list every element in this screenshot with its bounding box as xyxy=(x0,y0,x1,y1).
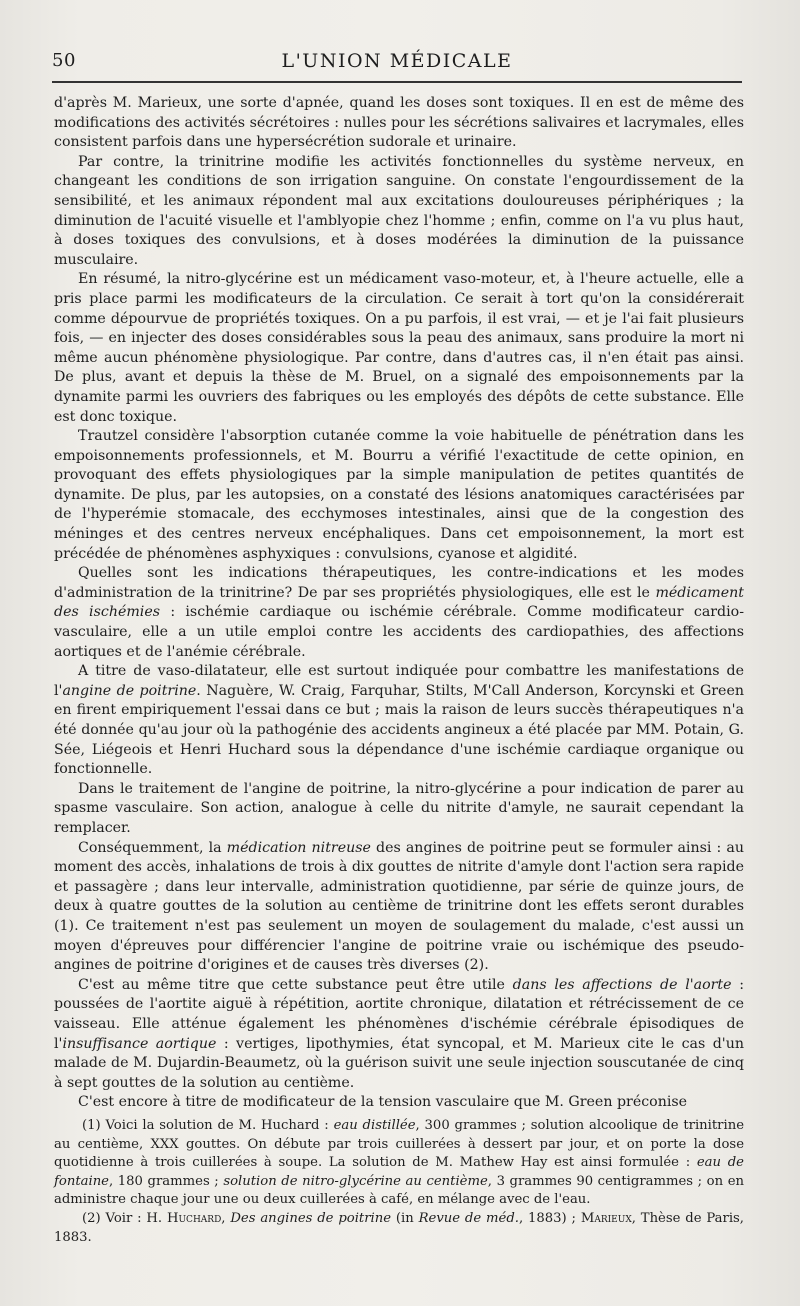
text-run: . Naguère, W. Craig, Farquhar, Stilts, M'Call Anderson, Korcynski et Green en firent empiriquement l'essai dans ce but ; mais la raison de leurs succès thérapeutiques n'a été donnée qu'au jour où la pathogénie des accidents angineux a été placée par MM. Potain, G. Sée, Liégeois et Henri Huchard sous la dépendance d'une ischémie cardiaque organique ou fonctionnelle. xyxy=(54,682,744,778)
italic-run: Des angines de poitrine xyxy=(230,1210,392,1226)
text-run: d'après M. Marieux, une sorte d'apnée, quand les doses sont toxiques. Il en est de même des modifications des activités sécrétoires : nulles pour les sécrétions salivaires et lacrymales, elles consistent parfois dans une hypersécrétion sudorale et urinaire. xyxy=(54,95,744,151)
italic-run: médicament des ischémies xyxy=(54,584,744,621)
text-run: , 3 grammes 90 centigrammes ; on en administre chaque jour une ou deux cuillerées à café, en mélange avec de l'eau. xyxy=(54,1173,744,1208)
paragraph xyxy=(54,1093,744,1113)
italic-run: eau de fontaine xyxy=(54,1155,744,1189)
paragraph xyxy=(54,94,744,153)
text-run: : ischémie cardiaque ou ischémie cérébrale. Comme modificateur cardio-vasculaire, elle a un utile emploi contre les accidents des cardiopathies, des affections aortiques et de l'anémie cérébrale. xyxy=(54,604,745,660)
footnotes xyxy=(54,1117,744,1247)
italic-run: dans les affections de l'aorte xyxy=(512,976,732,993)
text-run: Trautzel considère l'absorption cutanée comme la voie habituelle de pénétration dans les empoisonnements professionnels, et M. Bourru a vérifié l'exactitude de cette opinion, en provoquant des effets physiologiques par la simple manipulation de petites quantités de dynamite. De plus, par les autopsies, on a constaté des lésions anatomiques caractérisées par de l'hyperémie stomacale, des ecchymoses intestinales, ainsi que de la congestion des méninges et des centres nerveux encéphaliques. Dans cet empoisonnement, la mort est précédée de phénomènes asphyxiques : convulsions, cyanose et algidité. xyxy=(54,428,744,562)
text-run: C'est encore à titre de modificateur de la tension vasculaire que M. Green préconise xyxy=(78,1094,688,1111)
text-run: , 180 grammes ; xyxy=(109,1173,224,1189)
italic-run: médication nitreuse xyxy=(226,839,371,856)
footnote-2 xyxy=(54,1210,744,1247)
text-run: , 1883) ; xyxy=(518,1210,581,1226)
text-run: , 300 grammes ; solution alcoolique de trinitrine au centième, XXX gouttes. On débute par trois cuillerées à dessert par jour, et on porte la dose quotidienne à trois cuillerées à soupe. La solution de M. Mathew Hay est ainsi formulée : xyxy=(54,1118,744,1171)
running-title: L'UNION MÉDICALE xyxy=(281,50,513,72)
italic-run: insuffisance aortique xyxy=(62,1035,217,1052)
small-caps-run: Huchard xyxy=(166,1210,222,1226)
page-header xyxy=(52,50,742,80)
text-run: (1) Voici la solution de M. Huchard : xyxy=(82,1118,334,1133)
paragraph xyxy=(54,839,744,976)
text-run: Conséquemment, la xyxy=(78,839,227,856)
text-run: , Thèse de Paris, 1883. xyxy=(54,1210,744,1245)
paragraph xyxy=(54,564,744,662)
paragraph xyxy=(54,153,744,271)
body-text xyxy=(54,94,744,1113)
paragraph xyxy=(54,662,744,780)
text-run: : poussées de l'aortite aiguë à répétition, aortite chronique, dilatation et rétrécissement de ce vaisseau. Elle atténue également les phénomènes d'ischémie cérébrale épisodiques de l' xyxy=(54,976,744,1052)
paragraph xyxy=(54,427,744,564)
italic-run: solution de nitro-glycérine au centième xyxy=(223,1173,488,1189)
text-run: C'est au même titre que cette substance peut être utile xyxy=(78,976,513,993)
italic-run: Revue de méd. xyxy=(418,1210,519,1226)
paragraph xyxy=(54,976,744,1094)
page-number: 50 xyxy=(52,50,76,71)
text-run: Par contre, la trinitrine modifie les activités fonctionnelles du système nerveux, en changeant les conditions de son irrigation sanguine. On constate l'engourdissement de la sensibilité, et les animaux répondent mal aux excitations douloureuses périphériques ; la diminution de l'acuité visuelle et l'amblyopie chez l'homme ; enfin, comme on l'a vu plus haut, à doses toxiques des convulsions, et à doses modérées la diminution de la puissance musculaire. xyxy=(54,153,744,268)
text-run: En résumé, la nitro-glycérine est un médicament vaso-moteur, et, à l'heure actuelle, elle a pris place parmi les modificateurs de la circulation. Ce serait à tort qu'on la considérerait comme dépourvue de propriétés toxiques. On a pu parfois, il est vrai, — et je l'ai fait plusieurs fois, — en injecter des doses considérables sous la peau des animaux, sans produire la mort ni même aucun phénomène physiologique. Par contre, dans d'autres cas, il n'en était pas ainsi. De plus, avant et depuis la thèse de M. Bruel, on a signalé des empoisonnements par la dynamite parmi les ouvriers des fabriques ou les employés des dépôts de cette substance. Elle est donc toxique. xyxy=(54,271,744,425)
text-run: , xyxy=(221,1210,231,1226)
text-run: Quelles sont les indications thérapeutiques, les contre-indications et les modes d'administration de la trinitrine? De par ses propriétés physiologiques, elle est le xyxy=(54,565,744,601)
text-run: A titre de vaso-dilatateur, elle est surtout indiquée pour combattre les manifestations de l' xyxy=(54,663,744,699)
text-run: des angines de poitrine peut se formuler ainsi : au moment des accès, inhalations de trois à dix gouttes de nitrite d'amyle dont l'action sera rapide et passagère ; dans leur intervalle, administration quotidienne, par série de quinze jours, de deux à quatre gouttes de la solution au centième de trinitrine dont les effets seront durables (1). Ce traitement n'est pas seulement un moyen de soulagement du malade, c'est aussi un moyen d'épreuves pour différencier l'angine de poitrine vraie ou ischémique des pseudo-angines de poitrine d'origines et de causes très diverses (2). xyxy=(54,839,744,974)
paragraph xyxy=(54,270,744,427)
paragraph xyxy=(54,780,744,839)
text-run: : vertiges, lipothymies, état syncopal, et M. Marieux cite le cas d'un malade de M. Dujardin-Beaumetz, où la guérison suivit une seule injection souscutanée de cinq à sept gouttes de la solution au centième. xyxy=(54,1035,744,1091)
small-caps-run: Marieux xyxy=(580,1210,632,1226)
header-rule xyxy=(52,81,742,83)
italic-run: angine de poitrine xyxy=(62,682,197,699)
text-run: (in xyxy=(391,1210,419,1226)
italic-run: eau distillée xyxy=(333,1118,416,1133)
text-run: Dans le traitement de l'angine de poitrine, la nitro-glycérine a pour indication de parer au spasme vasculaire. Son action, analogue à celle du nitrite d'amyle, ne saurait cependant la remplacer. xyxy=(54,780,744,836)
footnote-1 xyxy=(54,1117,744,1210)
text-run: (2) Voir : H. xyxy=(82,1210,167,1226)
